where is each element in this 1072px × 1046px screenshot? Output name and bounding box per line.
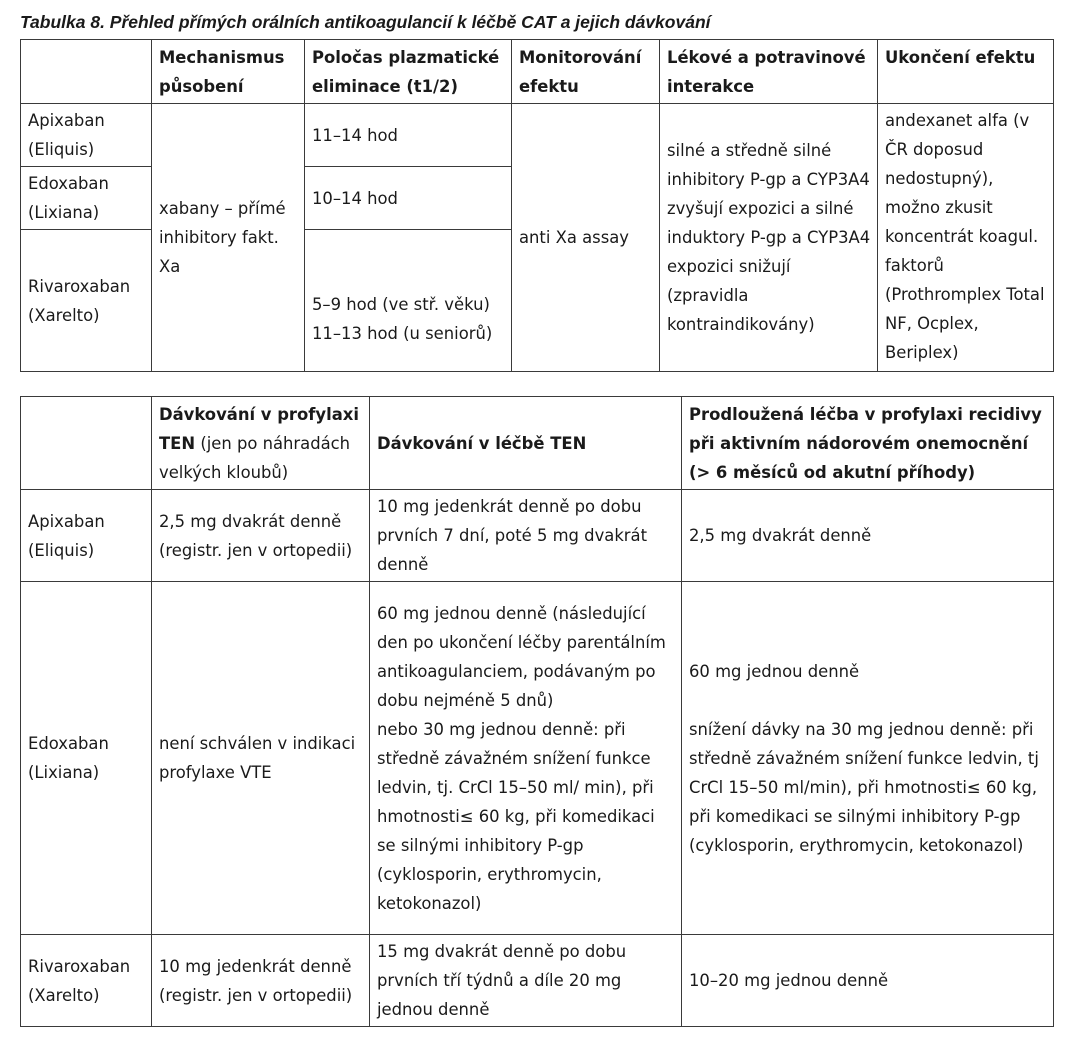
extended-edoxaban: 60 mg jednou denně snížení dávky na 30 mg jednou denně: při středně závažném snížení funkce ledvin, tj CrCl 15–50 ml/min), při hmotnosti≤ 60 kg, při komedikaci se silnými inhibitory P-gp (cyklosporin, erythromycin, ketokonazol): [682, 582, 1054, 935]
table-row: [21, 104, 1054, 167]
drug-name-edoxaban: Edoxaban (Lixiana): [21, 167, 152, 230]
treatment-rivaroxaban: 15 mg dvakrát denně po dobu prvních tří týdnů a díle 20 mg jednou denně: [370, 935, 682, 1027]
header-extended: Prodloužená léčba v profylaxi recidivy při aktivním nádorovém onemocnění (> 6 měsíců od akutní příhody): [682, 397, 1054, 490]
half-life-edoxaban: 10–14 hod: [305, 167, 512, 230]
header-prophylaxis-note: (jen po náhradách velkých kloubů): [159, 434, 351, 482]
prophylaxis-rivaroxaban: 10 mg jedenkrát denně (registr. jen v ortopedii): [152, 935, 370, 1027]
treatment-apixaban: 10 mg jedenkrát denně po dobu prvních 7 dní, poté 5 mg dvakrát denně: [370, 490, 682, 582]
reversal-cell: andexanet alfa (v ČR doposud nedostupný), možno zkusit koncentrát koagul. faktorů (Prothromplex Total NF, Ocplex, Beriplex): [878, 104, 1054, 372]
header-half-life: Poločas plazmatické eliminace (t1/2): [305, 40, 512, 104]
header-empty: [21, 40, 152, 104]
table-header-row: [21, 397, 1054, 490]
header-reversal: Ukončení efektu: [878, 40, 1054, 104]
doac-overview-table: [20, 39, 1054, 372]
table-row: [21, 582, 1054, 935]
interactions-cell: silné a středně silné inhibitory P-gp a CYP3A4 zvyšují expozici a silné induktory P-gp a CYP3A4 expozici snižují (zpravidla kontraindikovány): [660, 104, 878, 372]
header-prophylaxis: [152, 397, 370, 490]
half-life-apixaban: 11–14 hod: [305, 104, 512, 167]
header-monitoring: Monitorování efektu: [512, 40, 660, 104]
table-header-row: [21, 40, 1054, 104]
header-prophylaxis-bold: Dávkování v profylaxi TEN: [159, 405, 359, 453]
mechanism-cell: xabany – přímé inhibitory fakt. Xa: [152, 104, 305, 372]
drug-name-apixaban: Apixaban (Eliquis): [21, 490, 152, 582]
drug-name-edoxaban: Edoxaban (Lixiana): [21, 582, 152, 935]
drug-name-rivaroxaban: Rivaroxaban (Xarelto): [21, 935, 152, 1027]
table-caption: Tabulka 8. Přehled přímých orálních antikoagulancií k léčbě CAT a jejich dávkování: [20, 12, 711, 32]
header-interactions: Lékové a potravinové interakce: [660, 40, 878, 104]
header-treatment: Dávkování v léčbě TEN: [370, 397, 682, 490]
treatment-edoxaban: 60 mg jednou denně (následující den po ukončení léčby parentálním antikoagulanciem, podávaným po dobu nejméně 5 dnů) nebo 30 mg jednou denně: při středně závažném snížení funkce ledvin, tj. CrCl 15–50 ml/ min), při hmotnosti≤ 60 kg, při komedikaci se silnými inhibitory P-gp (cyklosporin, erythromycin, ketokonazol): [370, 582, 682, 935]
half-life-rivaroxaban: 5–9 hod (ve stř. věku) 11–13 hod (u seniorů): [305, 230, 512, 372]
drug-name-apixaban: Apixaban (Eliquis): [21, 104, 152, 167]
header-empty: [21, 397, 152, 490]
extended-apixaban: 2,5 mg dvakrát denně: [682, 490, 1054, 582]
monitoring-cell: anti Xa assay: [512, 104, 660, 372]
doac-dosing-table: [20, 396, 1054, 1027]
extended-rivaroxaban: 10–20 mg jednou denně: [682, 935, 1054, 1027]
table-row: [21, 490, 1054, 582]
drug-name-rivaroxaban: Rivaroxaban (Xarelto): [21, 230, 152, 372]
table-row: [21, 935, 1054, 1027]
prophylaxis-apixaban: 2,5 mg dvakrát denně (registr. jen v ortopedii): [152, 490, 370, 582]
header-mechanism: Mechanismus působení: [152, 40, 305, 104]
prophylaxis-edoxaban: není schválen v indikaci profylaxe VTE: [152, 582, 370, 935]
